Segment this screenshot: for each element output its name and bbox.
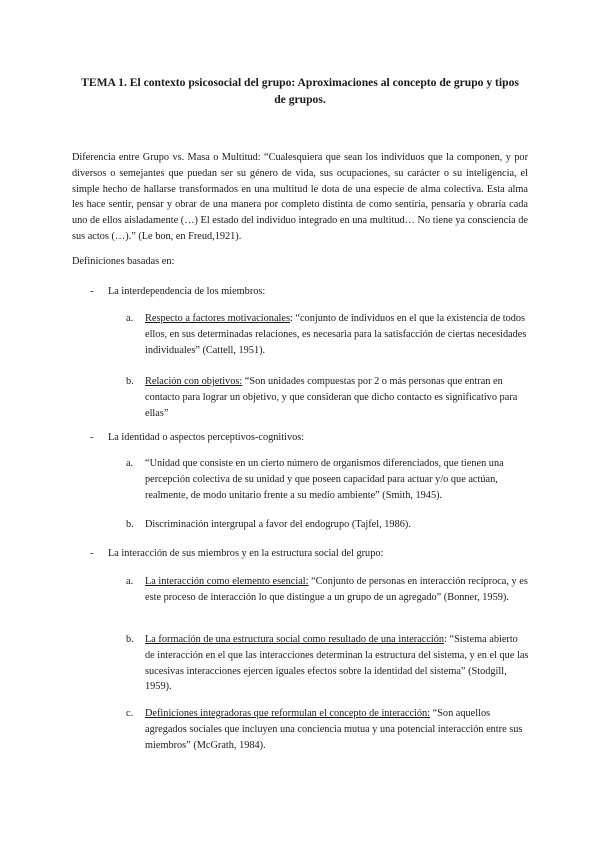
bullet-dash: - — [90, 432, 94, 443]
item-letter: a. — [126, 458, 134, 469]
item-text: Discriminación intergrupal a favor del endogrupo (Tajfel, 1986). — [145, 519, 411, 530]
item-letter: b. — [126, 519, 134, 530]
item-letter: a. — [126, 576, 134, 587]
section-heading: La interacción de sus miembros y en la estructura social del grupo: — [108, 548, 384, 559]
bullet-dash: - — [90, 286, 94, 297]
item-letter: b. — [126, 376, 134, 387]
intro-paragraph: Diferencia entre Grupo vs. Masa o Multitud: “Cualesquiera que sean los individuos que la componen, y por diversos o semejantes que puedan ser su género de vida, sus ocupaciones, su carácter o su inteligencia, el simple hecho de hallarse transformados en una multitud le dota de una especie de alma colectiva. Esta alma les hace sentir, pensar y obrar de una manera por completo distinta de como sentiría, pensaría y obraría cada uno de ellos aisladamente (…) El estado del individuo integrado en una multitud… No tiene ya consciencia de sus actos (…).” (Le bon, en Freud,1921). — [72, 152, 528, 242]
item-letter: c. — [126, 708, 134, 719]
definitions-label: Definiciones basadas en: — [72, 256, 175, 267]
item-underlined-term: Respecto a factores motivacionales — [145, 313, 290, 324]
item-text: “Son aquellos agregados sociales que incluyen una conciencia mutua y una potencial interacción entre sus miembros” (McGrath, 1984). — [145, 708, 523, 751]
item-body — [145, 517, 529, 533]
item-body — [145, 574, 529, 606]
item-underlined-term: La interacción como elemento esencial: — [145, 576, 309, 587]
item-body — [145, 456, 529, 503]
bullet-dash: - — [90, 548, 94, 559]
item-body — [145, 374, 529, 421]
section-heading: La identidad o aspectos perceptivos-cognitivos: — [108, 432, 305, 443]
item-underlined-term: La formación de una estructura social como resultado de una interacción — [145, 634, 445, 645]
document-title: TEMA 1. El contexto psicosocial del grupo: Aproximaciones al concepto de grupo y tipos de grupos. — [81, 76, 519, 106]
item-text: : “conjunto de individuos en el que la existencia de todos ellos, en sus determinadas relaciones, es necesaria para la satisfacción de ciertas necesidades individuales” (Cattell, 1951). — [145, 313, 527, 356]
item-letter: a. — [126, 313, 134, 324]
item-body — [145, 311, 529, 358]
item-text: “Son unidades compuestas por 2 o más personas que entran en contacto para lograr un objetivo, y que consideran que dicho contacto es significativo para ellas” — [145, 376, 518, 419]
item-letter: b. — [126, 634, 134, 645]
item-text: “Unidad que consiste en un cierto número de organismos diferenciados, que tienen una percepción colectiva de su unidad y que poseen capacidad para actuar y/o que actúan, realmente, de modo unitario frente a su medio ambiente” (Smith, 1945). — [145, 458, 504, 501]
item-underlined-term: Definiciones integradoras que reformulan el concepto de interacción: — [145, 708, 431, 719]
item-body — [145, 632, 529, 695]
item-body — [145, 706, 529, 753]
section-heading: La interdependencia de los miembros: — [108, 286, 266, 297]
item-underlined-term: Relación con objetivos: — [145, 376, 243, 387]
item-text: : “Sistema abierto de interacción en el que las interacciones determinan la estructura del sistema, y en el que las sucesivas interacciones ejercen iguales efectos sobre la identidad del sistema” (Stodgill, 1959). — [145, 634, 529, 693]
item-text: “Conjunto de personas en interacción recíproca, y es este proceso de interacción lo que distingue a un grupo de un agregado” (Bonner, 1959). — [145, 576, 528, 603]
